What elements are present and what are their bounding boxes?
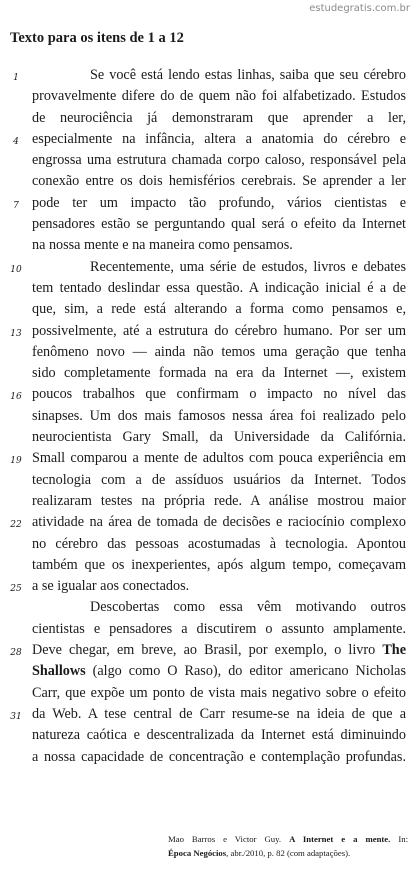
source-citation — [168, 832, 408, 860]
line-text: sido completamente formada na era da Internet —, existem — [32, 365, 406, 382]
citation-line: Mao Barros e Victor Guy. A Internet e a mente. In: — [168, 834, 408, 844]
text-line — [0, 661, 416, 682]
line-text: pensadores estão se perguntando qual será o efeito da Internet — [32, 216, 406, 233]
line-number: 28 — [10, 648, 22, 659]
text-line — [0, 619, 416, 640]
text-line — [0, 363, 416, 384]
line-number: 25 — [10, 584, 22, 595]
line-number: 4 — [13, 136, 19, 147]
text-body — [0, 65, 416, 768]
line-text: cientistas e pensadores a discutirem o assunto amplamente. — [32, 620, 406, 637]
line-text: Descobertas como essa vêm motivando outros — [90, 599, 406, 616]
text-line — [0, 683, 416, 704]
text-line — [0, 65, 416, 86]
line-number: 16 — [10, 392, 22, 403]
line-text: de neurociência já demonstraram que aprender a ler, — [32, 109, 406, 126]
line-text: realizaram testes na própria rede. A análise mostrou maior — [32, 492, 406, 509]
text-line — [0, 171, 416, 192]
line-text: Small comparou a mente de adultos com pouca experiência em — [32, 450, 406, 467]
text-line — [0, 214, 416, 235]
line-number: 10 — [10, 264, 22, 275]
line-text: Shallows (algo como O Raso), do editor americano Nicholas — [32, 663, 406, 680]
text-line — [0, 576, 416, 597]
line-text: tem tentado deslindar essa questão. A indicação inicial é a de — [32, 279, 406, 296]
line-number: 22 — [10, 520, 22, 531]
text-line — [0, 278, 416, 299]
text-line — [0, 597, 416, 618]
line-text: Carr, que expõe um ponto de vista mais negativo sobre o efeito — [32, 684, 406, 701]
text-line — [0, 725, 416, 746]
text-line — [0, 704, 416, 725]
text-line — [0, 193, 416, 214]
line-text: possivelmente, até a estrutura do cérebro humano. Por ser um — [32, 322, 406, 339]
text-line — [0, 108, 416, 129]
line-text: atividade na área de tomada de decisões e raciocínio complexo — [32, 514, 406, 531]
line-text: Se você está lendo estas linhas, saiba que seu cérebro — [90, 67, 406, 83]
line-text: provavelmente difere do de quem não foi alfabetizado. Estudos — [32, 88, 406, 105]
citation-line: Época Negócios, abr./2010, p. 82 (com adaptações). — [168, 848, 351, 858]
line-text: Deve chegar, em breve, ao Brasil, por exemplo, o livro The — [32, 642, 406, 659]
line-text: conexão entre os dois hemisférios cerebrais. Se aprender a ler — [32, 173, 406, 190]
text-line — [0, 129, 416, 150]
line-text: neurocientista Gary Small, da Universidade da Califórnia. — [32, 429, 406, 446]
text-line — [0, 406, 416, 427]
text-line — [0, 235, 416, 256]
text-line — [0, 470, 416, 491]
line-text: na nossa mente e na maneira como pensamos. — [32, 237, 293, 254]
line-text: que, sim, a rede está alterando a forma como pensamos e, — [32, 301, 406, 318]
line-text: pode ter um impacto tão profundo, vários cientistas e — [32, 194, 406, 211]
text-line — [0, 491, 416, 512]
text-line — [0, 747, 416, 768]
text-line — [0, 257, 416, 278]
text-line — [0, 384, 416, 405]
line-text: sinapses. Um dos mais famosos nessa área foi realizado pelo — [32, 407, 406, 424]
text-line — [0, 640, 416, 661]
line-text: natureza caótica e descentralizada da Internet está diminuindo — [32, 727, 406, 744]
text-line — [0, 534, 416, 555]
line-text: no cérebro das pessoas acostumadas à tecnologia. Apontou — [32, 535, 406, 552]
watermark: estudegratis.com.br — [309, 3, 410, 14]
text-line — [0, 427, 416, 448]
line-text: Recentemente, uma série de estudos, livros e debates — [90, 258, 406, 275]
text-line — [0, 150, 416, 171]
line-number: 7 — [13, 200, 19, 211]
line-text: poucos trabalhos que confirmam o impacto no nível das — [32, 386, 406, 403]
line-number: 13 — [10, 328, 22, 339]
line-text: tecnologia com a de assíduos usuários da Internet. Todos — [32, 471, 406, 488]
text-line — [0, 555, 416, 576]
line-text: também que os inexperientes, após algum tempo, começavam — [32, 556, 406, 573]
page-title: Texto para os itens de 1 a 12 — [10, 30, 184, 46]
line-text: especialmente na infância, altera a anatomia do cérebro e — [32, 130, 406, 147]
text-line — [0, 299, 416, 320]
line-text: a se igualar aos conectados. — [32, 578, 190, 595]
text-line — [0, 86, 416, 107]
line-text: a nossa capacidade de concentração e contemplação profundas. — [32, 748, 406, 765]
text-line — [0, 512, 416, 533]
line-number: 19 — [10, 456, 22, 467]
text-line — [0, 321, 416, 342]
line-text: fenômeno novo — ainda não temos uma geração que tenha — [32, 343, 406, 360]
line-text: da Web. A tese central de Carr resume-se na ideia de que a — [32, 705, 406, 722]
text-line — [0, 448, 416, 469]
line-text: engrossa uma estrutura chamada corpo caloso, responsável pela — [32, 152, 406, 169]
line-number: 1 — [13, 73, 19, 83]
line-number: 31 — [10, 711, 22, 722]
text-line — [0, 342, 416, 363]
